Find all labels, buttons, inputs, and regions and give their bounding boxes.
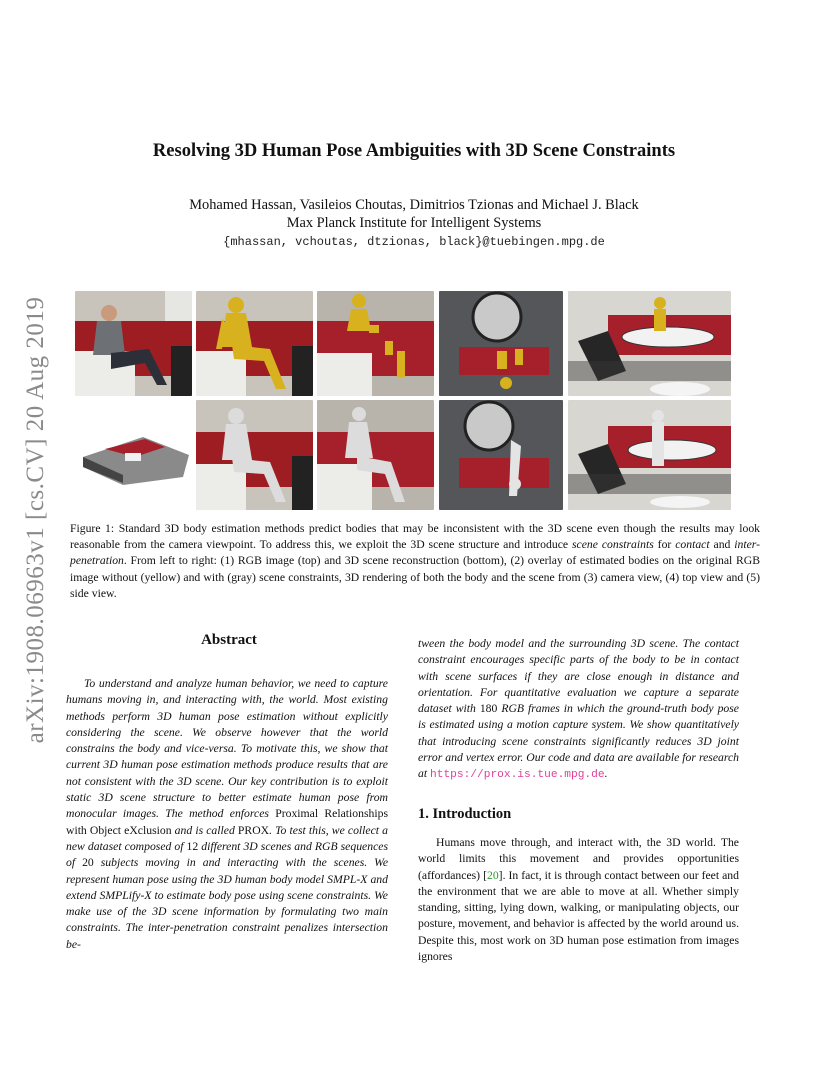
figure-top-view-yellow	[439, 291, 563, 396]
figure-caption: Figure 1: Standard 3D body estimation methods predict bodies that may be inconsistent with the 3D scene even though the results may look reasonable from the camera viewpoint. To address this, we exploit the 3D scene structure and introduce scene constraints for contact and inter-penetration. From left to right: (1) RGB image (top) and 3D scene reconstruction (bottom), (2) overlay of estimated bodies on the original RGB image without (yellow) and with (gray) scene constraints, 3D rendering of both the body and the scene from (3) camera view, (4) top view and (5) side view.	[70, 522, 761, 600]
paper-title: Resolving 3D Human Pose Ambiguities with 3D Scene Constraints	[152, 141, 676, 161]
figure-overlay-yellow	[196, 291, 313, 396]
figure-overlay-gray	[196, 400, 313, 510]
arxiv-id-text: arXiv:1908.06963v1 [cs.CV] 20 Aug 2019	[22, 296, 49, 744]
caption-label: Figure 1:	[70, 522, 115, 535]
figure-side-view-yellow	[568, 291, 731, 396]
section-heading-introduction: 1. Introduction	[418, 806, 512, 822]
arxiv-identifier	[14, 280, 58, 760]
affiliation: Max Planck Institute for Intelligent Systems	[286, 215, 542, 231]
figure-camera-view-yellow	[317, 291, 434, 396]
figure-rgb-image	[75, 291, 192, 396]
figure-top-view-gray	[439, 400, 563, 510]
introduction-paragraph: Humans move through, and interact with, the 3D world. The world limits this movement and provides opportunities (affordances) [20]. In fact, it is through contact between our feet and the environment that we are able to move at all. Whether simply standing, sitting, lying down, walking, or manipulating objects, our posture, movement, and behavior is affected by the world around us. Despite this, most work on 3D human pose estimation from images ignores	[418, 836, 739, 964]
citation-link[interactable]: 20	[486, 868, 499, 882]
author-block	[90, 196, 738, 232]
project-url-link[interactable]: https://prox.is.tue.mpg.de	[430, 769, 605, 782]
author-names: Mohamed Hassan, Vasileios Choutas, Dimitrios Tzionas and Michael J. Black	[189, 197, 639, 213]
abstract-text-right: tween the body model and the surrounding 3D scene. The contact constraint encourages specific parts of the body to be in contact with scene surfaces if they are close enough in distance and orientation. For quantitative evaluation we capture a separate dataset with 180 RGB frames in which the ground-truth body pose is estimated using a motion capture system. We show quantitatively that introducing scene constraints significantly reduces 3D joint error and vertex error. Our code and data are available for research at https://prox.is.tue.mpg.de.	[418, 637, 739, 782]
abstract-text-left: To understand and analyze human behavior, we need to capture humans moving in, and interacting with, the world. Most existing methods perform 3D human pose estimation without explicitly considering the scene. We observe however that the world constrains the body and vice-versa. To motivate this, we show that current 3D human pose estimation methods produce results that are not consistent with the 3D scene. Our key contribution is to exploit static 3D scene structure to better estimate human pose from monocular images. The method enforces Proximal Relationships with Object eXclusion and is called PROX. To test this, we collect a new dataset composed of 12 different 3D scenes and RGB sequences of 20 subjects moving in and interacting with the scenes. We represent human pose using the 3D human body model SMPL-X and extend SMPLify-X to estimate body pose using scene constraints. We make use of the 3D scene information by formulating two main constraints. The inter-penetration constraint penalizes intersection be-	[66, 677, 389, 951]
abstract-heading: Abstract	[201, 632, 257, 648]
author-emails: {mhassan, vchoutas, dtzionas, black}@tuebingen.mpg.de	[223, 235, 605, 249]
figure-side-view-gray	[568, 400, 731, 510]
figure-3d-scene-reconstruction	[75, 405, 192, 510]
figure-camera-view-gray	[317, 400, 434, 510]
